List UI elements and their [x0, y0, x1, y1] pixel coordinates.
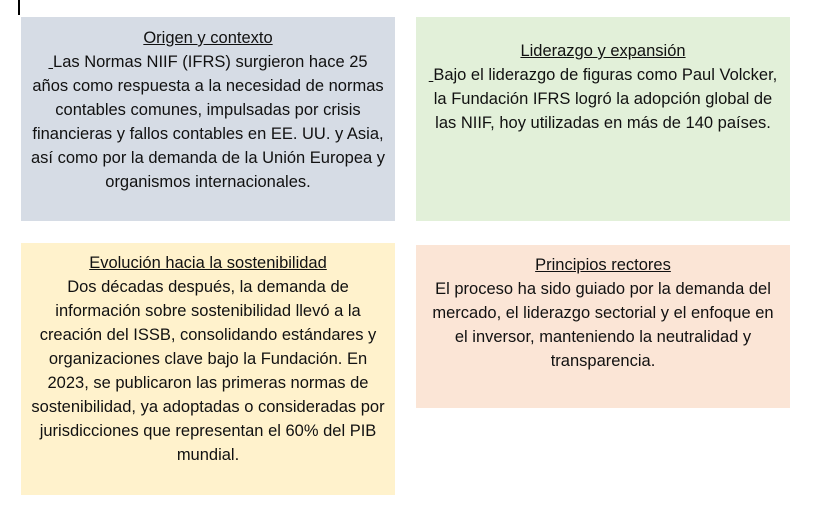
- box-title: Principios rectores: [535, 256, 671, 274]
- box-text: Las Normas NIIF (IFRS) surgieron hace 25 años como respuesta a la necesidad de normas contables comunes, impulsadas por crisis financieras y fallos contables en EE. UU. y Asia, así como por la demanda de la Unión Europea y organismos internacionales.: [30, 53, 386, 191]
- box-title: Evolución hacia la sostenibilidad: [89, 254, 327, 272]
- box-title: Origen y contexto: [143, 29, 273, 47]
- box-title: Liderazgo y expansión: [520, 42, 686, 60]
- box-principios-rectores[interactable]: [416, 245, 790, 408]
- box-evolucion-sostenibilidad[interactable]: [21, 243, 395, 495]
- text-cursor: [18, 0, 20, 15]
- box-text: Bajo el liderazgo de figuras como Paul Volcker, la Fundación IFRS logró la adopción global de las NIIF, hoy utilizadas en más de 140 países.: [433, 66, 778, 132]
- box-text: Dos décadas después, la demanda de información sobre sostenibilidad llevó a la creación del ISSB, consolidando estándares y organizaciones clave bajo la Fundación. En 2023, se publicaron las primeras normas de sostenibilidad, ya adoptadas o consideradas por jurisdicciones que representan el 60% del PIB mundial.: [31, 278, 385, 464]
- box-liderazgo-expansion[interactable]: [416, 17, 790, 221]
- box-origen-contexto[interactable]: [21, 17, 395, 221]
- box-text: El proceso ha sido guiado por la demanda del mercado, el liderazgo sectorial y el enfoque en el inversor, manteniendo la neutralidad y transparencia.: [432, 280, 774, 370]
